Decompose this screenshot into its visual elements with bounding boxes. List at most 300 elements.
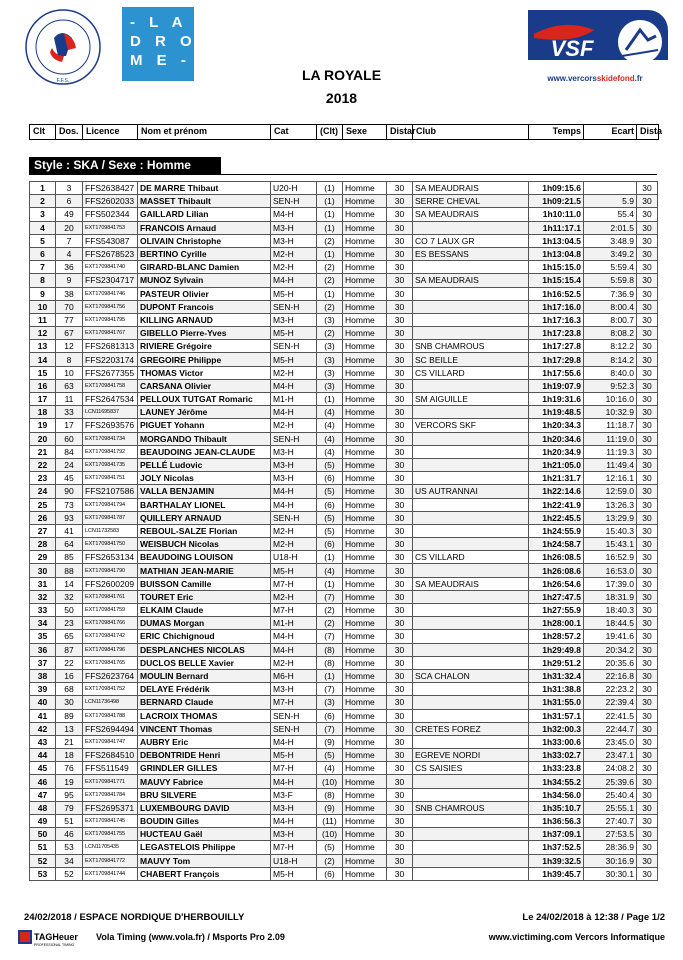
- gap-cell: 25:55.1: [584, 801, 637, 814]
- result-row: [30, 511, 658, 524]
- sex-cell: Homme: [343, 643, 387, 656]
- category-cell: SEN-H: [271, 722, 317, 735]
- result-row: [30, 300, 658, 313]
- club-cell: [413, 841, 529, 854]
- gap-cell: 22:16.8: [584, 669, 637, 682]
- distance-cell: 30: [637, 234, 658, 247]
- distance-cell: 30: [637, 524, 658, 537]
- distance-cell: 30: [387, 696, 413, 709]
- name-cell: OLIVAIN Christophe: [138, 234, 271, 247]
- result-row: [30, 247, 658, 260]
- club-cell: SCA CHALON: [413, 669, 529, 682]
- bib-cell: 38: [56, 287, 83, 300]
- club-cell: [413, 313, 529, 326]
- licence-cell: LCN11695837: [83, 406, 138, 419]
- time-cell: 1h17:27.8: [529, 340, 584, 353]
- time-cell: 1h13:04.8: [529, 247, 584, 260]
- result-row: [30, 274, 658, 287]
- rank-cell: 2: [30, 195, 56, 208]
- rank-cell: 39: [30, 683, 56, 696]
- result-row: [30, 828, 658, 841]
- time-cell: 1h09:21.5: [529, 195, 584, 208]
- licence-cell: FFS2653134: [83, 551, 138, 564]
- rank-cell: 28: [30, 538, 56, 551]
- bib-cell: 65: [56, 630, 83, 643]
- distance-cell: 30: [637, 353, 658, 366]
- sex-cell: Homme: [343, 815, 387, 828]
- distance-cell: 30: [387, 762, 413, 775]
- category-cell: M4-H: [271, 379, 317, 392]
- category-rank-cell: (1): [317, 287, 343, 300]
- distance-cell: 30: [637, 841, 658, 854]
- bib-cell: 30: [56, 696, 83, 709]
- col-dista: Dista: [640, 126, 663, 136]
- gap-cell: 11:19.0: [584, 432, 637, 445]
- licence-cell: FFS2600209: [83, 577, 138, 590]
- category-rank-cell: (3): [317, 340, 343, 353]
- logo-sub-text: F.F.S.: [56, 78, 70, 84]
- bib-cell: 36: [56, 261, 83, 274]
- result-row: [30, 182, 658, 195]
- licence-cell: EXT1709841787: [83, 511, 138, 524]
- name-cell: THOMAS Victor: [138, 366, 271, 379]
- result-row: [30, 445, 658, 458]
- category-cell: U18-H: [271, 551, 317, 564]
- time-cell: 1h17:29.8: [529, 353, 584, 366]
- sex-cell: Homme: [343, 182, 387, 195]
- time-cell: 1h09:15.6: [529, 182, 584, 195]
- race-year: 2018: [325, 90, 358, 106]
- distance-cell: 30: [387, 247, 413, 260]
- category-rank-cell: (10): [317, 828, 343, 841]
- rank-cell: 26: [30, 511, 56, 524]
- distance-cell: 30: [387, 564, 413, 577]
- name-cell: MOULIN Bernard: [138, 669, 271, 682]
- sex-cell: Homme: [343, 735, 387, 748]
- gap-cell: 8:00.7: [584, 313, 637, 326]
- category-rank-cell: (1): [317, 195, 343, 208]
- col-sexe: Sexe: [343, 125, 387, 139]
- category-cell: M2-H: [271, 419, 317, 432]
- club-cell: [413, 709, 529, 722]
- name-cell: ERIC Chichignoud: [138, 630, 271, 643]
- time-cell: 1h10:11.0: [529, 208, 584, 221]
- category-rank-cell: (3): [317, 696, 343, 709]
- sex-cell: Homme: [343, 419, 387, 432]
- distance-cell: 30: [637, 815, 658, 828]
- club-cell: [413, 815, 529, 828]
- distance-cell: 30: [637, 722, 658, 735]
- bib-cell: 88: [56, 564, 83, 577]
- time-cell: 1h27:55.9: [529, 604, 584, 617]
- category-rank-cell: (1): [317, 208, 343, 221]
- gap-cell: 8:08.2: [584, 327, 637, 340]
- club-cell: VERCORS SKF: [413, 419, 529, 432]
- distance-cell: 30: [387, 445, 413, 458]
- category-cell: M4-H: [271, 498, 317, 511]
- time-cell: 1h19:31.6: [529, 393, 584, 406]
- result-row: [30, 775, 658, 788]
- club-cell: SNB CHAMROUS: [413, 801, 529, 814]
- licence-cell: EXT1709841744: [83, 867, 138, 880]
- rank-cell: 14: [30, 353, 56, 366]
- licence-cell: EXT1709841753: [83, 221, 138, 234]
- result-row: [30, 854, 658, 867]
- sex-cell: Homme: [343, 472, 387, 485]
- rank-cell: 17: [30, 393, 56, 406]
- sex-cell: Homme: [343, 617, 387, 630]
- sex-cell: Homme: [343, 722, 387, 735]
- result-row: [30, 353, 658, 366]
- time-cell: 1h20:34.9: [529, 445, 584, 458]
- rank-cell: 16: [30, 379, 56, 392]
- sex-cell: Homme: [343, 445, 387, 458]
- rank-cell: 38: [30, 669, 56, 682]
- category-rank-cell: (1): [317, 247, 343, 260]
- rank-cell: 29: [30, 551, 56, 564]
- distance-cell: 30: [637, 643, 658, 656]
- name-cell: RIVIERE Grégoire: [138, 340, 271, 353]
- distance-cell: 30: [637, 340, 658, 353]
- distance-cell: 30: [637, 709, 658, 722]
- gap-cell: 22:41.5: [584, 709, 637, 722]
- gap-cell: 8:40.0: [584, 366, 637, 379]
- result-row: [30, 669, 658, 682]
- category-rank-cell: (3): [317, 353, 343, 366]
- distance-cell: 30: [637, 749, 658, 762]
- rank-cell: 22: [30, 458, 56, 471]
- licence-cell: EXT1709841759: [83, 604, 138, 617]
- result-row: [30, 195, 658, 208]
- category-cell: M2-H: [271, 538, 317, 551]
- licence-cell: EXT1709841765: [83, 656, 138, 669]
- club-cell: [413, 564, 529, 577]
- time-cell: 1h22:41.9: [529, 498, 584, 511]
- rank-cell: 49: [30, 815, 56, 828]
- category-cell: M4-H: [271, 485, 317, 498]
- distance-cell: 30: [387, 735, 413, 748]
- bib-cell: 16: [56, 669, 83, 682]
- gap-cell: 5:59.4: [584, 261, 637, 274]
- result-row: [30, 867, 658, 880]
- bib-cell: 24: [56, 458, 83, 471]
- distance-cell: 30: [387, 195, 413, 208]
- gap-cell: 15:43.1: [584, 538, 637, 551]
- category-rank-cell: (6): [317, 709, 343, 722]
- race-title: LA ROYALE: [301, 67, 382, 83]
- bib-cell: 84: [56, 445, 83, 458]
- bib-cell: 87: [56, 643, 83, 656]
- time-cell: 1h28:57.2: [529, 630, 584, 643]
- category-cell: M2-H: [271, 524, 317, 537]
- rank-cell: 1: [30, 182, 56, 195]
- distance-cell: 30: [387, 366, 413, 379]
- name-cell: AUBRY Eric: [138, 735, 271, 748]
- gap-cell: 16:52.9: [584, 551, 637, 564]
- name-cell: MUNOZ Sylvain: [138, 274, 271, 287]
- gap-cell: 27:53.5: [584, 828, 637, 841]
- category-cell: U20-H: [271, 182, 317, 195]
- footer-site: www.victiming.com Vercors Informatique: [488, 932, 665, 942]
- time-cell: 1h17:23.8: [529, 327, 584, 340]
- distance-cell: 30: [387, 472, 413, 485]
- distance-cell: 30: [637, 683, 658, 696]
- category-rank-cell: (2): [317, 604, 343, 617]
- sex-cell: Homme: [343, 300, 387, 313]
- gap-cell: 18:40.3: [584, 604, 637, 617]
- name-cell: VINCENT Thomas: [138, 722, 271, 735]
- time-cell: 1h29:51.2: [529, 656, 584, 669]
- category-cell: M3-H: [271, 472, 317, 485]
- rank-cell: 48: [30, 801, 56, 814]
- gap-cell: 55.4: [584, 208, 637, 221]
- licence-cell: EXT1709841746: [83, 287, 138, 300]
- gap-cell: 10:32.9: [584, 406, 637, 419]
- category-rank-cell: (8): [317, 656, 343, 669]
- category-rank-cell: (11): [317, 815, 343, 828]
- distance-cell: 30: [637, 221, 658, 234]
- name-cell: GIBELLO Pierre-Yves: [138, 327, 271, 340]
- category-rank-cell: (5): [317, 485, 343, 498]
- licence-cell: EXT1709841792: [83, 445, 138, 458]
- rank-cell: 8: [30, 274, 56, 287]
- category-cell: M3-H: [271, 801, 317, 814]
- time-cell: 1h27:47.5: [529, 590, 584, 603]
- gap-cell: 3:48.9: [584, 234, 637, 247]
- sex-cell: Homme: [343, 762, 387, 775]
- name-cell: BEAUDOING JEAN-CLAUDE: [138, 445, 271, 458]
- category-rank-cell: (4): [317, 432, 343, 445]
- rank-cell: 36: [30, 643, 56, 656]
- category-rank-cell: (1): [317, 182, 343, 195]
- results-body: [30, 182, 658, 881]
- sex-cell: Homme: [343, 538, 387, 551]
- result-row: [30, 287, 658, 300]
- club-cell: SNB CHAMROUS: [413, 340, 529, 353]
- distance-cell: 30: [637, 313, 658, 326]
- category-rank-cell: (6): [317, 867, 343, 880]
- distance-cell: 30: [387, 722, 413, 735]
- category-cell: SEN-H: [271, 340, 317, 353]
- bib-cell: 22: [56, 656, 83, 669]
- rank-cell: 44: [30, 749, 56, 762]
- gap-cell: 18:31.9: [584, 590, 637, 603]
- result-row: [30, 841, 658, 854]
- gap-cell: 20:34.2: [584, 643, 637, 656]
- sex-cell: Homme: [343, 749, 387, 762]
- rank-cell: 40: [30, 696, 56, 709]
- bib-cell: 11: [56, 393, 83, 406]
- distance-cell: 30: [387, 419, 413, 432]
- licence-cell: FFS2684510: [83, 749, 138, 762]
- category-rank-cell: (3): [317, 313, 343, 326]
- sex-cell: Homme: [343, 630, 387, 643]
- name-cell: TOURET Eric: [138, 590, 271, 603]
- category-rank-cell: (2): [317, 261, 343, 274]
- results-table: [29, 181, 658, 881]
- bib-cell: 3: [56, 182, 83, 195]
- bib-cell: 45: [56, 472, 83, 485]
- time-cell: 1h17:55.6: [529, 366, 584, 379]
- time-cell: 1h20:34.6: [529, 432, 584, 445]
- sex-cell: Homme: [343, 353, 387, 366]
- rank-cell: 37: [30, 656, 56, 669]
- club-cell: [413, 696, 529, 709]
- distance-cell: 30: [387, 590, 413, 603]
- col-dos: Dos.: [56, 125, 83, 139]
- distance-cell: 30: [637, 762, 658, 775]
- licence-cell: EXT1709841767: [83, 327, 138, 340]
- distance-cell: 30: [637, 432, 658, 445]
- distance-cell: 30: [637, 669, 658, 682]
- time-cell: 1h32:00.3: [529, 722, 584, 735]
- category-rank-cell: (2): [317, 300, 343, 313]
- club-cell: [413, 300, 529, 313]
- name-cell: MAUVY Fabrice: [138, 775, 271, 788]
- gap-cell: 13:26.3: [584, 498, 637, 511]
- category-cell: M3-H: [271, 313, 317, 326]
- category-cell: M3-H: [271, 221, 317, 234]
- category-cell: SEN-H: [271, 195, 317, 208]
- result-row: [30, 551, 658, 564]
- category-cell: M5-H: [271, 749, 317, 762]
- club-cell: SC BEILLE: [413, 353, 529, 366]
- licence-cell: EXT1709841758: [83, 379, 138, 392]
- club-cell: [413, 735, 529, 748]
- name-cell: LUXEMBOURG DAVID: [138, 801, 271, 814]
- category-cell: M4-H: [271, 815, 317, 828]
- result-row: [30, 406, 658, 419]
- distance-cell: 30: [387, 221, 413, 234]
- bib-cell: 64: [56, 538, 83, 551]
- category-rank-cell: (4): [317, 564, 343, 577]
- result-row: [30, 735, 658, 748]
- time-cell: 1h19:07.9: [529, 379, 584, 392]
- time-cell: 1h13:04.5: [529, 234, 584, 247]
- name-cell: MASSET Thibault: [138, 195, 271, 208]
- bib-cell: 90: [56, 485, 83, 498]
- licence-cell: EXT1709841756: [83, 300, 138, 313]
- result-row: [30, 538, 658, 551]
- distance-cell: 30: [637, 445, 658, 458]
- bib-cell: 14: [56, 577, 83, 590]
- name-cell: DEBONTRIDE Henri: [138, 749, 271, 762]
- gap-cell: 22:39.4: [584, 696, 637, 709]
- club-cell: [413, 867, 529, 880]
- gap-cell: 5:59.8: [584, 274, 637, 287]
- time-cell: 1h21:05.0: [529, 458, 584, 471]
- rank-cell: 10: [30, 300, 56, 313]
- category-cell: M5-H: [271, 564, 317, 577]
- name-cell: DE MARRE Thibaut: [138, 182, 271, 195]
- gap-cell: 13:29.9: [584, 511, 637, 524]
- bib-cell: 70: [56, 300, 83, 313]
- gap-cell: 30:30.1: [584, 867, 637, 880]
- time-cell: 1h15:15.0: [529, 261, 584, 274]
- distance-cell: 30: [637, 287, 658, 300]
- col-club: Club: [413, 125, 529, 139]
- category-cell: M7-H: [271, 762, 317, 775]
- licence-cell: FFS543087: [83, 234, 138, 247]
- licence-cell: EXT1709841795: [83, 313, 138, 326]
- name-cell: MAUVY Tom: [138, 854, 271, 867]
- bib-cell: 67: [56, 327, 83, 340]
- sex-cell: Homme: [343, 287, 387, 300]
- time-cell: 1h19:48.5: [529, 406, 584, 419]
- sex-cell: Homme: [343, 511, 387, 524]
- club-cell: [413, 538, 529, 551]
- rank-cell: 24: [30, 485, 56, 498]
- club-cell: [413, 221, 529, 234]
- licence-cell: EXT1709841790: [83, 564, 138, 577]
- distance-cell: 30: [637, 327, 658, 340]
- rank-cell: 13: [30, 340, 56, 353]
- sex-cell: Homme: [343, 406, 387, 419]
- col-cat: Cat: [271, 125, 317, 139]
- distance-cell: 30: [387, 551, 413, 564]
- name-cell: CHABERT François: [138, 867, 271, 880]
- distance-cell: 30: [637, 366, 658, 379]
- result-row: [30, 313, 658, 326]
- result-row: [30, 340, 658, 353]
- category-cell: M5-H: [271, 353, 317, 366]
- gap-cell: 15:40.3: [584, 524, 637, 537]
- name-cell: MORGANDO Thibault: [138, 432, 271, 445]
- category-cell: SEN-H: [271, 511, 317, 524]
- licence-cell: FFS2694494: [83, 722, 138, 735]
- sex-cell: Homme: [343, 208, 387, 221]
- category-cell: M5-H: [271, 287, 317, 300]
- licence-cell: EXT1709841755: [83, 828, 138, 841]
- category-cell: M6-H: [271, 669, 317, 682]
- category-rank-cell: (2): [317, 617, 343, 630]
- bib-cell: 20: [56, 221, 83, 234]
- distance-cell: 30: [387, 841, 413, 854]
- club-cell: [413, 406, 529, 419]
- distance-cell: 30: [387, 709, 413, 722]
- time-cell: 1h16:52.5: [529, 287, 584, 300]
- name-cell: BOUDIN Gilles: [138, 815, 271, 828]
- result-row: [30, 683, 658, 696]
- vsf-url[interactable]: www.vercorsskidefond.fr: [547, 74, 643, 83]
- svg-text:TAGHeuer: TAGHeuer: [34, 932, 78, 942]
- result-row: [30, 617, 658, 630]
- result-row: [30, 801, 658, 814]
- distance-cell: 30: [387, 379, 413, 392]
- distance-cell: 30: [637, 247, 658, 260]
- distance-cell: 30: [637, 788, 658, 801]
- distance-cell: 30: [387, 630, 413, 643]
- drome-line: - L A: [130, 14, 188, 31]
- time-cell: 1h28:00.1: [529, 617, 584, 630]
- name-cell: DELAYE Frédérik: [138, 683, 271, 696]
- distance-cell: 30: [637, 551, 658, 564]
- rank-cell: 31: [30, 577, 56, 590]
- sex-cell: Homme: [343, 867, 387, 880]
- distance-cell: 30: [637, 564, 658, 577]
- name-cell: LACROIX THOMAS: [138, 709, 271, 722]
- distance-cell: 30: [387, 498, 413, 511]
- gap-cell: 24:08.2: [584, 762, 637, 775]
- category-rank-cell: (9): [317, 801, 343, 814]
- club-cell: [413, 511, 529, 524]
- distance-cell: 30: [387, 353, 413, 366]
- bib-cell: 68: [56, 683, 83, 696]
- gap-cell: 23:45.0: [584, 735, 637, 748]
- time-cell: 1h39:45.7: [529, 867, 584, 880]
- gap-cell: 9:52.3: [584, 379, 637, 392]
- licence-cell: EXT1709841734: [83, 432, 138, 445]
